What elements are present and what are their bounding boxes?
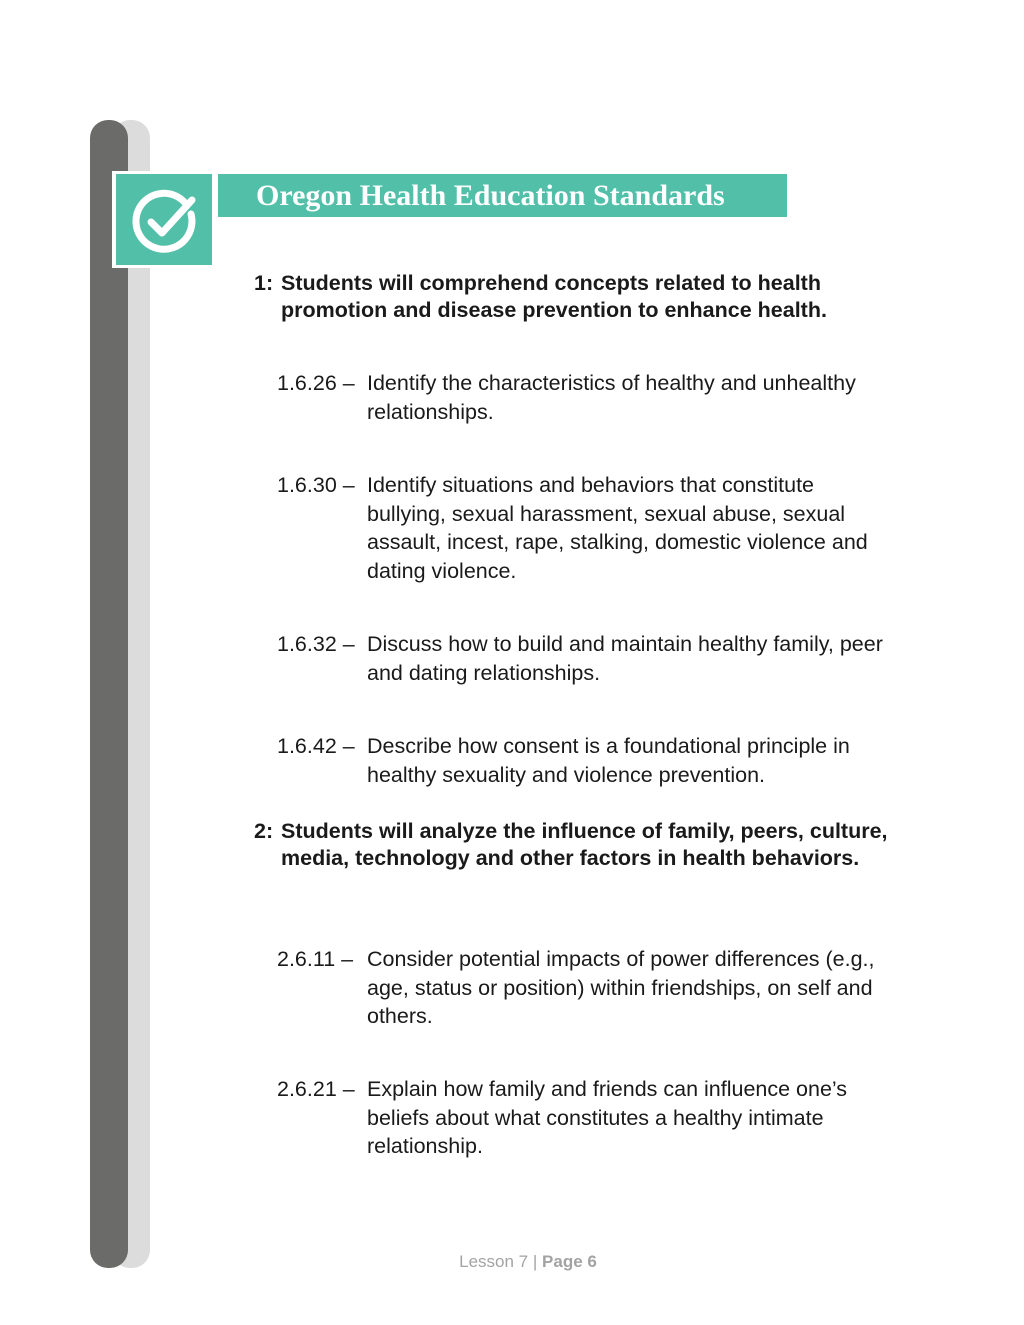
item-text: Consider potential impacts of power differences (e.g., age, status or position) within friendships, on self and others.: [367, 947, 875, 1028]
standard-text: Students will comprehend concepts related to health promotion and disease prevention to enhance health.: [281, 271, 827, 322]
item-code: 1.6.32 –: [277, 632, 355, 656]
item-code: 2.6.21 –: [277, 1077, 355, 1101]
standard-item: [277, 945, 897, 1031]
footer-separator: |: [532, 1252, 538, 1271]
footer-page-number: Page 6: [542, 1252, 597, 1271]
standard-item: [277, 732, 897, 789]
standard-number: 1:: [254, 271, 274, 295]
item-text: Identify situations and behaviors that constitute bullying, sexual harassment, sexual abuse, sexual assault, incest, rape, stalking, domestic violence and dating violence.: [367, 473, 868, 583]
footer-lesson: Lesson 7: [459, 1252, 529, 1271]
item-text: Explain how family and friends can influence one’s beliefs about what constitutes a healthy intimate relationship.: [367, 1077, 848, 1158]
standard-item: [277, 471, 897, 585]
sidebar-accent-dark: [90, 120, 128, 1268]
standard-item: [277, 1075, 897, 1161]
header-icon-frame: [112, 171, 214, 268]
item-code: 1.6.26 –: [277, 371, 355, 395]
standard-2: [254, 818, 894, 872]
page-title: Oregon Health Education Standards: [256, 179, 725, 212]
standard-item: [277, 369, 897, 426]
item-text: Identify the characteristics of healthy and unhealthy relationships.: [367, 371, 856, 424]
page-footer: [0, 1252, 1024, 1272]
item-text: Describe how consent is a foundational principle in healthy sexuality and violence prevention.: [367, 734, 850, 787]
standard-number: 2:: [254, 819, 274, 843]
item-code: 1.6.30 –: [277, 473, 355, 497]
standard-1: [254, 270, 894, 324]
standard-item: [277, 630, 897, 687]
standard-text: Students will analyze the influence of family, peers, culture, media, technology and other factors in health behaviors.: [281, 819, 888, 870]
check-circle-icon: [130, 186, 200, 256]
header-icon-badge: [116, 174, 212, 265]
header-title-band: [218, 174, 787, 217]
item-code: 2.6.11 –: [277, 947, 354, 971]
item-code: 1.6.42 –: [277, 734, 355, 758]
item-text: Discuss how to build and maintain healthy family, peer and dating relationships.: [367, 632, 883, 685]
